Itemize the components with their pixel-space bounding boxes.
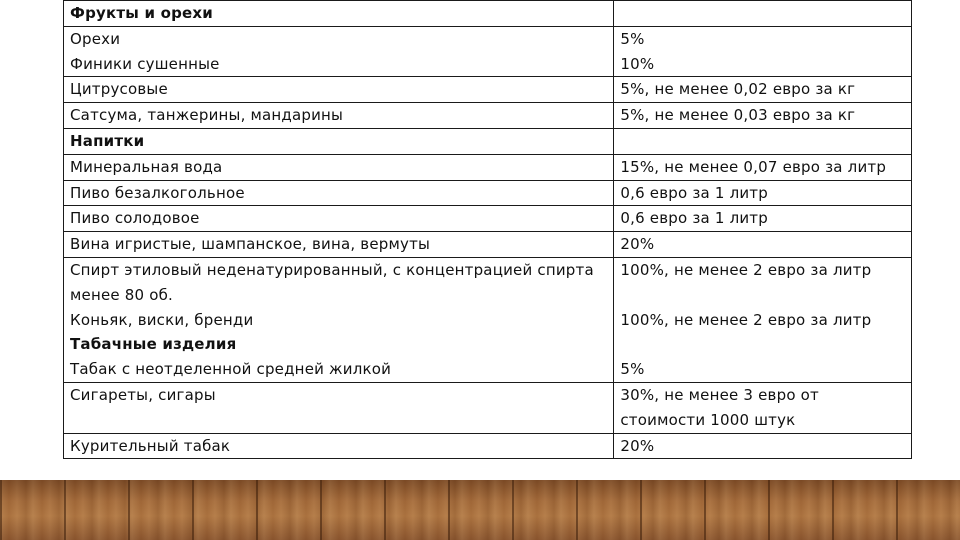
- rate-cell: 0,6 евро за 1 литр: [614, 206, 912, 232]
- rate-cell: 15%, не менее 0,07 евро за литр: [614, 154, 912, 180]
- item-cell: Вина игристые, шампанское, вина, вермуты: [64, 232, 614, 258]
- section-header-fruits-nuts: Фрукты и орехи: [64, 1, 614, 27]
- rate-text-line: стоимости 1000 штук: [620, 410, 796, 429]
- rate-cell: 20%: [614, 232, 912, 258]
- rate-cell: 20%: [614, 433, 912, 459]
- rate-cell: [614, 1, 912, 27]
- table-row: [64, 103, 912, 129]
- rate-cell: 0,6 евро за 1 литр: [614, 180, 912, 206]
- table-row: [64, 433, 912, 459]
- item-cell: Коньяк, виски, бренди: [64, 308, 614, 333]
- item-cell: Финики сушенные: [64, 52, 614, 77]
- table-row: [64, 206, 912, 232]
- rate-cell: [614, 332, 912, 357]
- item-cell: [64, 257, 614, 307]
- item-cell: Орехи: [64, 26, 614, 51]
- table-row: [64, 77, 912, 103]
- table-row: [64, 257, 912, 307]
- table-row: [64, 180, 912, 206]
- rate-text-line: 30%, не менее 3 евро от: [620, 385, 819, 404]
- section-header-drinks: Напитки: [64, 128, 614, 154]
- item-cell: Пиво солодовое: [64, 206, 614, 232]
- table-row: [64, 357, 912, 382]
- table-row: [64, 26, 912, 51]
- item-cell: Табак с неотделенной средней жилкой: [64, 357, 614, 382]
- item-cell: Сатсума, танжерины, мандарины: [64, 103, 614, 129]
- customs-rates-table: [63, 0, 912, 459]
- item-text-line: менее 80 об.: [70, 285, 174, 304]
- rate-cell: 100%, не менее 2 евро за литр: [614, 257, 912, 307]
- rate-cell: 5%, не менее 0,03 евро за кг: [614, 103, 912, 129]
- table-row: [64, 382, 912, 433]
- item-cell: Минеральная вода: [64, 154, 614, 180]
- table-row: [64, 232, 912, 258]
- rate-cell: 5%: [614, 357, 912, 382]
- rate-cell: [614, 128, 912, 154]
- rate-cell: 5%, не менее 0,02 евро за кг: [614, 77, 912, 103]
- item-cell: Пиво безалкогольное: [64, 180, 614, 206]
- item-cell: Сигареты, сигары: [64, 382, 614, 433]
- table-row: [64, 308, 912, 333]
- rate-cell: 10%: [614, 52, 912, 77]
- rate-cell: 100%, не менее 2 евро за литр: [614, 308, 912, 333]
- table-row: [64, 52, 912, 77]
- item-text-line: Спирт этиловый неденатурированный, с концентрацией спирта: [70, 260, 594, 279]
- item-cell: Курительный табак: [64, 433, 614, 459]
- item-cell: Цитрусовые: [64, 77, 614, 103]
- section-header-tobacco: Табачные изделия: [64, 332, 614, 357]
- table-row: [64, 128, 912, 154]
- table-row: [64, 154, 912, 180]
- table-row: [64, 332, 912, 357]
- rate-cell: 5%: [614, 26, 912, 51]
- wooden-floor-background: [0, 480, 960, 540]
- rate-cell: [614, 382, 912, 433]
- table-row: [64, 1, 912, 27]
